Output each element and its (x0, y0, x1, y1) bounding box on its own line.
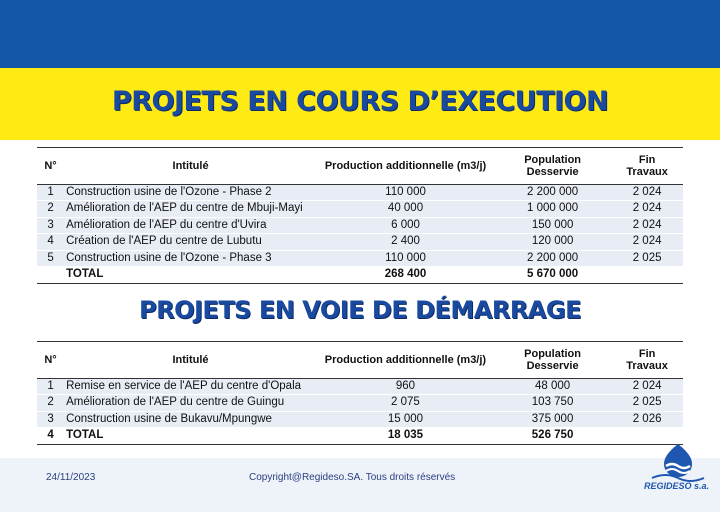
table-row (37, 411, 683, 428)
section1-title: PROJETS EN COURS D’EXECUTION (111, 86, 609, 117)
row-production: 40 000 (387, 202, 424, 214)
row-fin: 2 024 (632, 235, 662, 247)
row-population: 2 200 000 (527, 185, 579, 198)
row-population: 103 750 (531, 396, 574, 408)
row-num: 3 (47, 218, 54, 231)
row-title: Amélioration de l'AEP du centre de Guingu (66, 396, 285, 408)
row-title: Remise en service de l'AEP du centre d'Opala (66, 379, 302, 392)
header-num: N° (44, 353, 57, 366)
total-num: 4 (47, 429, 54, 441)
table-row (37, 217, 683, 234)
header-population: Population Desservie (524, 153, 582, 178)
table-row (37, 378, 683, 395)
row-production: 15 000 (387, 412, 424, 425)
row-production: 2 075 (391, 396, 420, 408)
row-fin: 2 024 (632, 379, 662, 392)
total-label: TOTAL (66, 268, 104, 280)
header-fin-travaux: Fin Travaux (626, 347, 668, 372)
header-fin-travaux: Fin Travaux (626, 153, 668, 178)
row-production: 110 000 (385, 251, 426, 264)
table-total-row (37, 428, 683, 445)
row-num: 2 (47, 202, 54, 214)
table-header-row (37, 342, 683, 378)
logo-text: REGIDESO s.a. (644, 481, 710, 491)
total-population: 5 670 000 (527, 268, 579, 280)
table-row (37, 234, 683, 251)
table-total-row (37, 267, 683, 284)
row-population: 375 000 (531, 412, 574, 425)
table-header-row (37, 148, 683, 184)
row-title: Amélioration de l'AEP du centre d'Uvira (66, 218, 267, 231)
row-fin: 2 026 (632, 412, 662, 425)
row-num: 4 (47, 235, 54, 247)
row-num: 1 (47, 379, 54, 392)
row-fin: 2 024 (632, 202, 662, 214)
footer-copyright: Copyright@Regideso.SA. Tous droits réservés (249, 472, 456, 483)
row-population: 2 200 000 (527, 251, 579, 264)
table-row (37, 250, 683, 267)
row-num: 2 (47, 396, 54, 408)
table-row (37, 184, 683, 201)
total-fin (611, 267, 683, 284)
row-production: 960 (395, 379, 416, 392)
header-population: Population Desservie (524, 347, 581, 372)
row-num: 5 (47, 251, 54, 264)
row-title: Construction usine de Bukavu/Mpungwe (66, 412, 272, 425)
header-num: N° (44, 159, 57, 172)
row-population: 150 000 (531, 218, 574, 231)
table-projets-en-demarrage (37, 342, 683, 445)
header-production: Production additionnelle (m3/j) (324, 353, 487, 366)
row-production: 110 000 (385, 185, 426, 198)
total-label: TOTAL (66, 429, 104, 441)
table-projets-en-cours (37, 148, 683, 284)
row-title: Construction usine de l'Ozone - Phase 3 (66, 251, 272, 264)
header-production: Production additionnelle (m3/j) (324, 159, 487, 172)
header-title: Intitulé (172, 159, 209, 172)
row-fin: 2 024 (632, 218, 662, 231)
top-blue-band (0, 0, 720, 68)
row-production: 2 400 (391, 235, 420, 247)
footer-band (0, 458, 720, 512)
row-title: Amélioration de l'AEP du centre de Mbuji-Mayi (66, 202, 303, 214)
header-title: Intitulé (172, 353, 209, 366)
row-title: Création de l'AEP du centre de Lubutu (66, 235, 262, 247)
table-row (37, 201, 683, 218)
section2-title: PROJETS EN VOIE DE DÉMARRAGE (139, 296, 581, 324)
row-population: 48 000 (534, 379, 571, 392)
table-row (37, 395, 683, 412)
total-num (37, 267, 64, 284)
row-fin: 2 024 (632, 185, 662, 198)
row-fin: 2 025 (632, 396, 662, 408)
row-title: Construction usine de l'Ozone - Phase 2 (66, 185, 272, 198)
total-production: 18 035 (387, 429, 424, 441)
footer-date: 24/11/2023 (46, 472, 96, 483)
total-production: 268 400 (384, 268, 427, 280)
row-num: 1 (47, 185, 54, 198)
row-num: 3 (47, 412, 54, 425)
row-population: 120 000 (531, 235, 574, 247)
total-population: 526 750 (531, 429, 574, 441)
row-production: 6 000 (391, 218, 420, 231)
row-population: 1 000 000 (527, 202, 579, 214)
row-fin: 2 025 (632, 251, 662, 264)
